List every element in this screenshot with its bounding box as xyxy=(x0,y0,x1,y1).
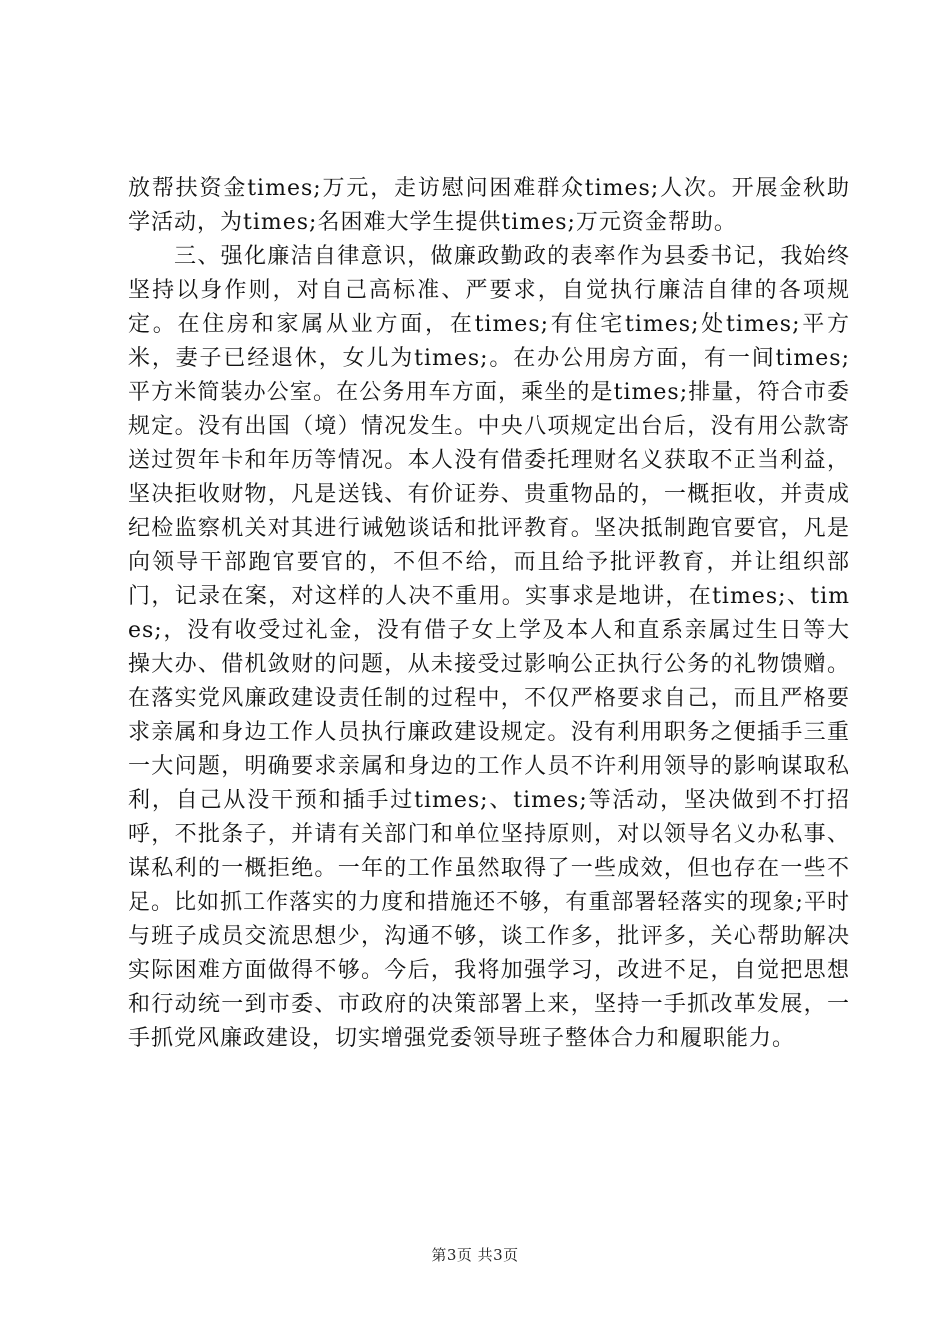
page-number-footer: 第3页 共3页 xyxy=(431,1246,519,1264)
document-body xyxy=(128,172,850,1056)
paragraph-continued: 放帮扶资金times;万元，走访慰问困难群众times;人次。开展金秋助学活动，为times;名困难大学生提供times;万元资金帮助。 xyxy=(128,176,850,235)
paragraph-section-three: 三、强化廉洁自律意识，做廉政勤政的表率作为县委书记，我始终坚持以身作则，对自己高标准、严要求，自觉执行廉洁自律的各项规定。在住房和家属从业方面，在times;有住宅times;处times;平方米，妻子已经退休，女儿为times;。在办公用房方面，有一间times;平方米简装办公室。在公务用车方面，乘坐的是times;排量，符合市委规定。没有出国（境）情况发生。中央八项规定出台后，没有用公款寄送过贺年卡和年历等情况。本人没有借委托理财名义获取不正当利益，坚决拒收财物，凡是送钱、有价证券、贵重物品的，一概拒收，并责成纪检监察机关对其进行诫勉谈话和批评教育。坚决抵制跑官要官，凡是向领导干部跑官要官的，不但不给，而且给予批评教育，并让组织部门，记录在案，对这样的人决不重用。实事求是地讲，在times;、times;，没有收受过礼金，没有借子女上学及本人和直系亲属过生日等大操大办、借机敛财的问题，从未接受过影响公正执行公务的礼物馈赠。在落实党风廉政建设责任制的过程中，不仅严格要求自己，而且严格要求亲属和身边工作人员执行廉政建设规定。没有利用职务之便插手三重一大问题，明确要求亲属和身边的工作人员不许利用领导的影响谋取私利，自己从没干预和插手过times;、times;等活动，坚决做到不打招呼，不批条子，并请有关部门和单位坚持原则，对以领导名义办私事、谋私利的一概拒绝。一年的工作虽然取得了一些成效，但也存在一些不足。比如抓工作落实的力度和措施还不够，有重部署轻落实的现象;平时与班子成员交流思想少，沟通不够，谈工作多，批评多，关心帮助解决实际困难方面做得不够。今后，我将加强学习，改进不足，自觉把思想和行动统一到市委、市政府的决策部署上来，坚持一手抓改革发展，一手抓党风廉政建设，切实增强党委领导班子整体合力和履职能力。 xyxy=(128,244,850,1051)
